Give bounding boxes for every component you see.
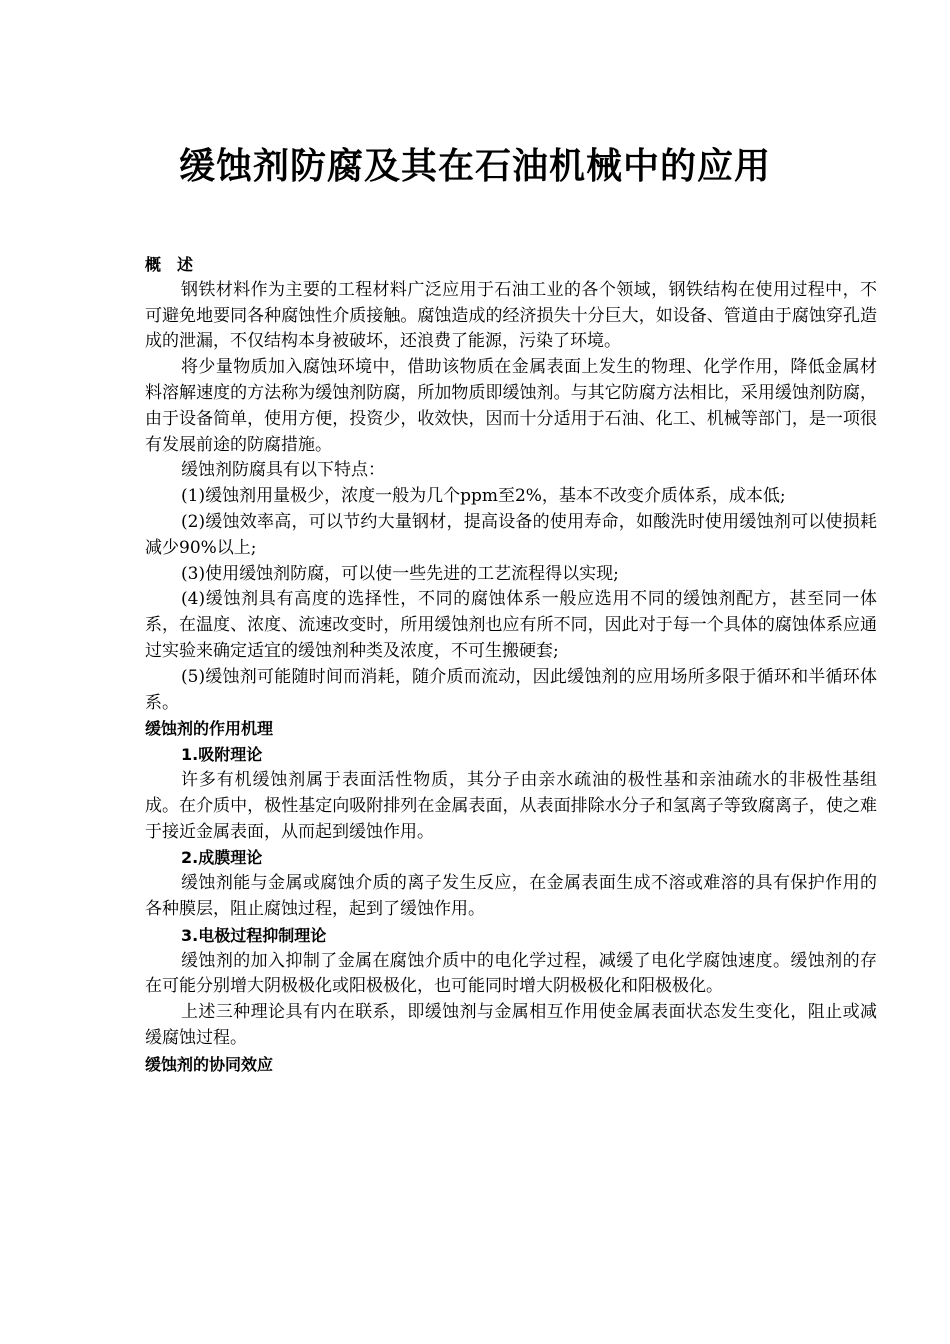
document-title: 缓蚀剂防腐及其在石油机械中的应用 [178,145,771,187]
list-item: (5)缓蚀剂可能随时间而消耗，随介质而流动，因此缓蚀剂的应用场所多限于循环和半循环体系。 [145,666,877,713]
list-item: (2)缓蚀效率高，可以节约大量钢材，提高设备的使用寿命，如酸洗时使用缓蚀剂可以使损耗减少90%以上; [145,511,877,558]
paragraph: 缓蚀剂能与金属或腐蚀介质的离子发生反应，在金属表面生成不溶或难溶的具有保护作用的各种膜层，阻止腐蚀过程，起到了缓蚀作用。 [145,873,877,919]
section-heading-mechanism: 缓蚀剂的作用机理 [145,719,274,739]
list-item: (4)缓蚀剂具有高度的选择性，不同的腐蚀体系一般应选用不同的缓蚀剂配方，甚至同一体系，在温度、浓度、流速改变时，所用缓蚀剂也应有所不同，因此对于每一个具体的腐蚀体系应通过实验来确定适宜的缓蚀剂种类及浓度，不可生搬硬套; [145,589,877,661]
paragraph: 许多有机缓蚀剂属于表面活性物质，其分子由亲水疏油的极性基和亲油疏水的非极性基组成。在介质中，极性基定向吸附排列在金属表面，从表面排除水分子和氢离子等致腐离子，使之难于接近金属表面，从而起到缓蚀作用。 [145,769,877,842]
section-heading-synergy: 缓蚀剂的协同效应 [145,1054,274,1074]
subheading-electrode: 3.电极过程抑制理论 [181,925,327,945]
paragraph: 缓蚀剂防腐具有以下特点： [181,460,385,481]
paragraph: 将少量物质加入腐蚀环境中，借助该物质在金属表面上发生的物理、化学作用，降低金属材料溶解速度的方法称为缓蚀剂防腐，所加物质即缓蚀剂。与其它防腐方法相比，采用缓蚀剂防腐，由于设备简单，使用方便，投资少，收效快，因而十分适用于石油、化工、机械等部门，是一项很有发展前途的防腐措施。 [145,357,877,455]
paragraph: 钢铁材料作为主要的工程材料广泛应用于石油工业的各个领域，钢铁结构在使用过程中，不可避免地要同各种腐蚀性介质接触。腐蚀造成的经济损失十分巨大，如设备、管道由于腐蚀穿孔造成的泄漏，不仅结构本身被破坏，还浪费了能源，污染了环境。 [145,279,877,352]
paragraph: 上述三种理论具有内在联系，即缓蚀剂与金属相互作用使金属表面状态发生变化，阻止或减缓腐蚀过程。 [145,1002,877,1048]
paragraph: 缓蚀剂的加入抑制了金属在腐蚀介质中的电化学过程，减缓了电化学腐蚀速度。缓蚀剂的存在可能分别增大阴极极化或阳极极化，也可能同时增大阴极极化和阳极极化。 [145,950,877,997]
document-body [145,252,877,1078]
subheading-adsorption: 1.吸附理论 [181,745,263,765]
section-heading-overview: 概 述 [145,255,194,274]
list-item: (3)使用缓蚀剂防腐，可以使一些先进的工艺流程得以实现; [181,563,619,584]
subheading-film: 2.成膜理论 [181,848,263,868]
list-item: (1)缓蚀剂用量极少，浓度一般为几个ppm至2%，基本不改变介质体系，成本低; [181,486,786,507]
